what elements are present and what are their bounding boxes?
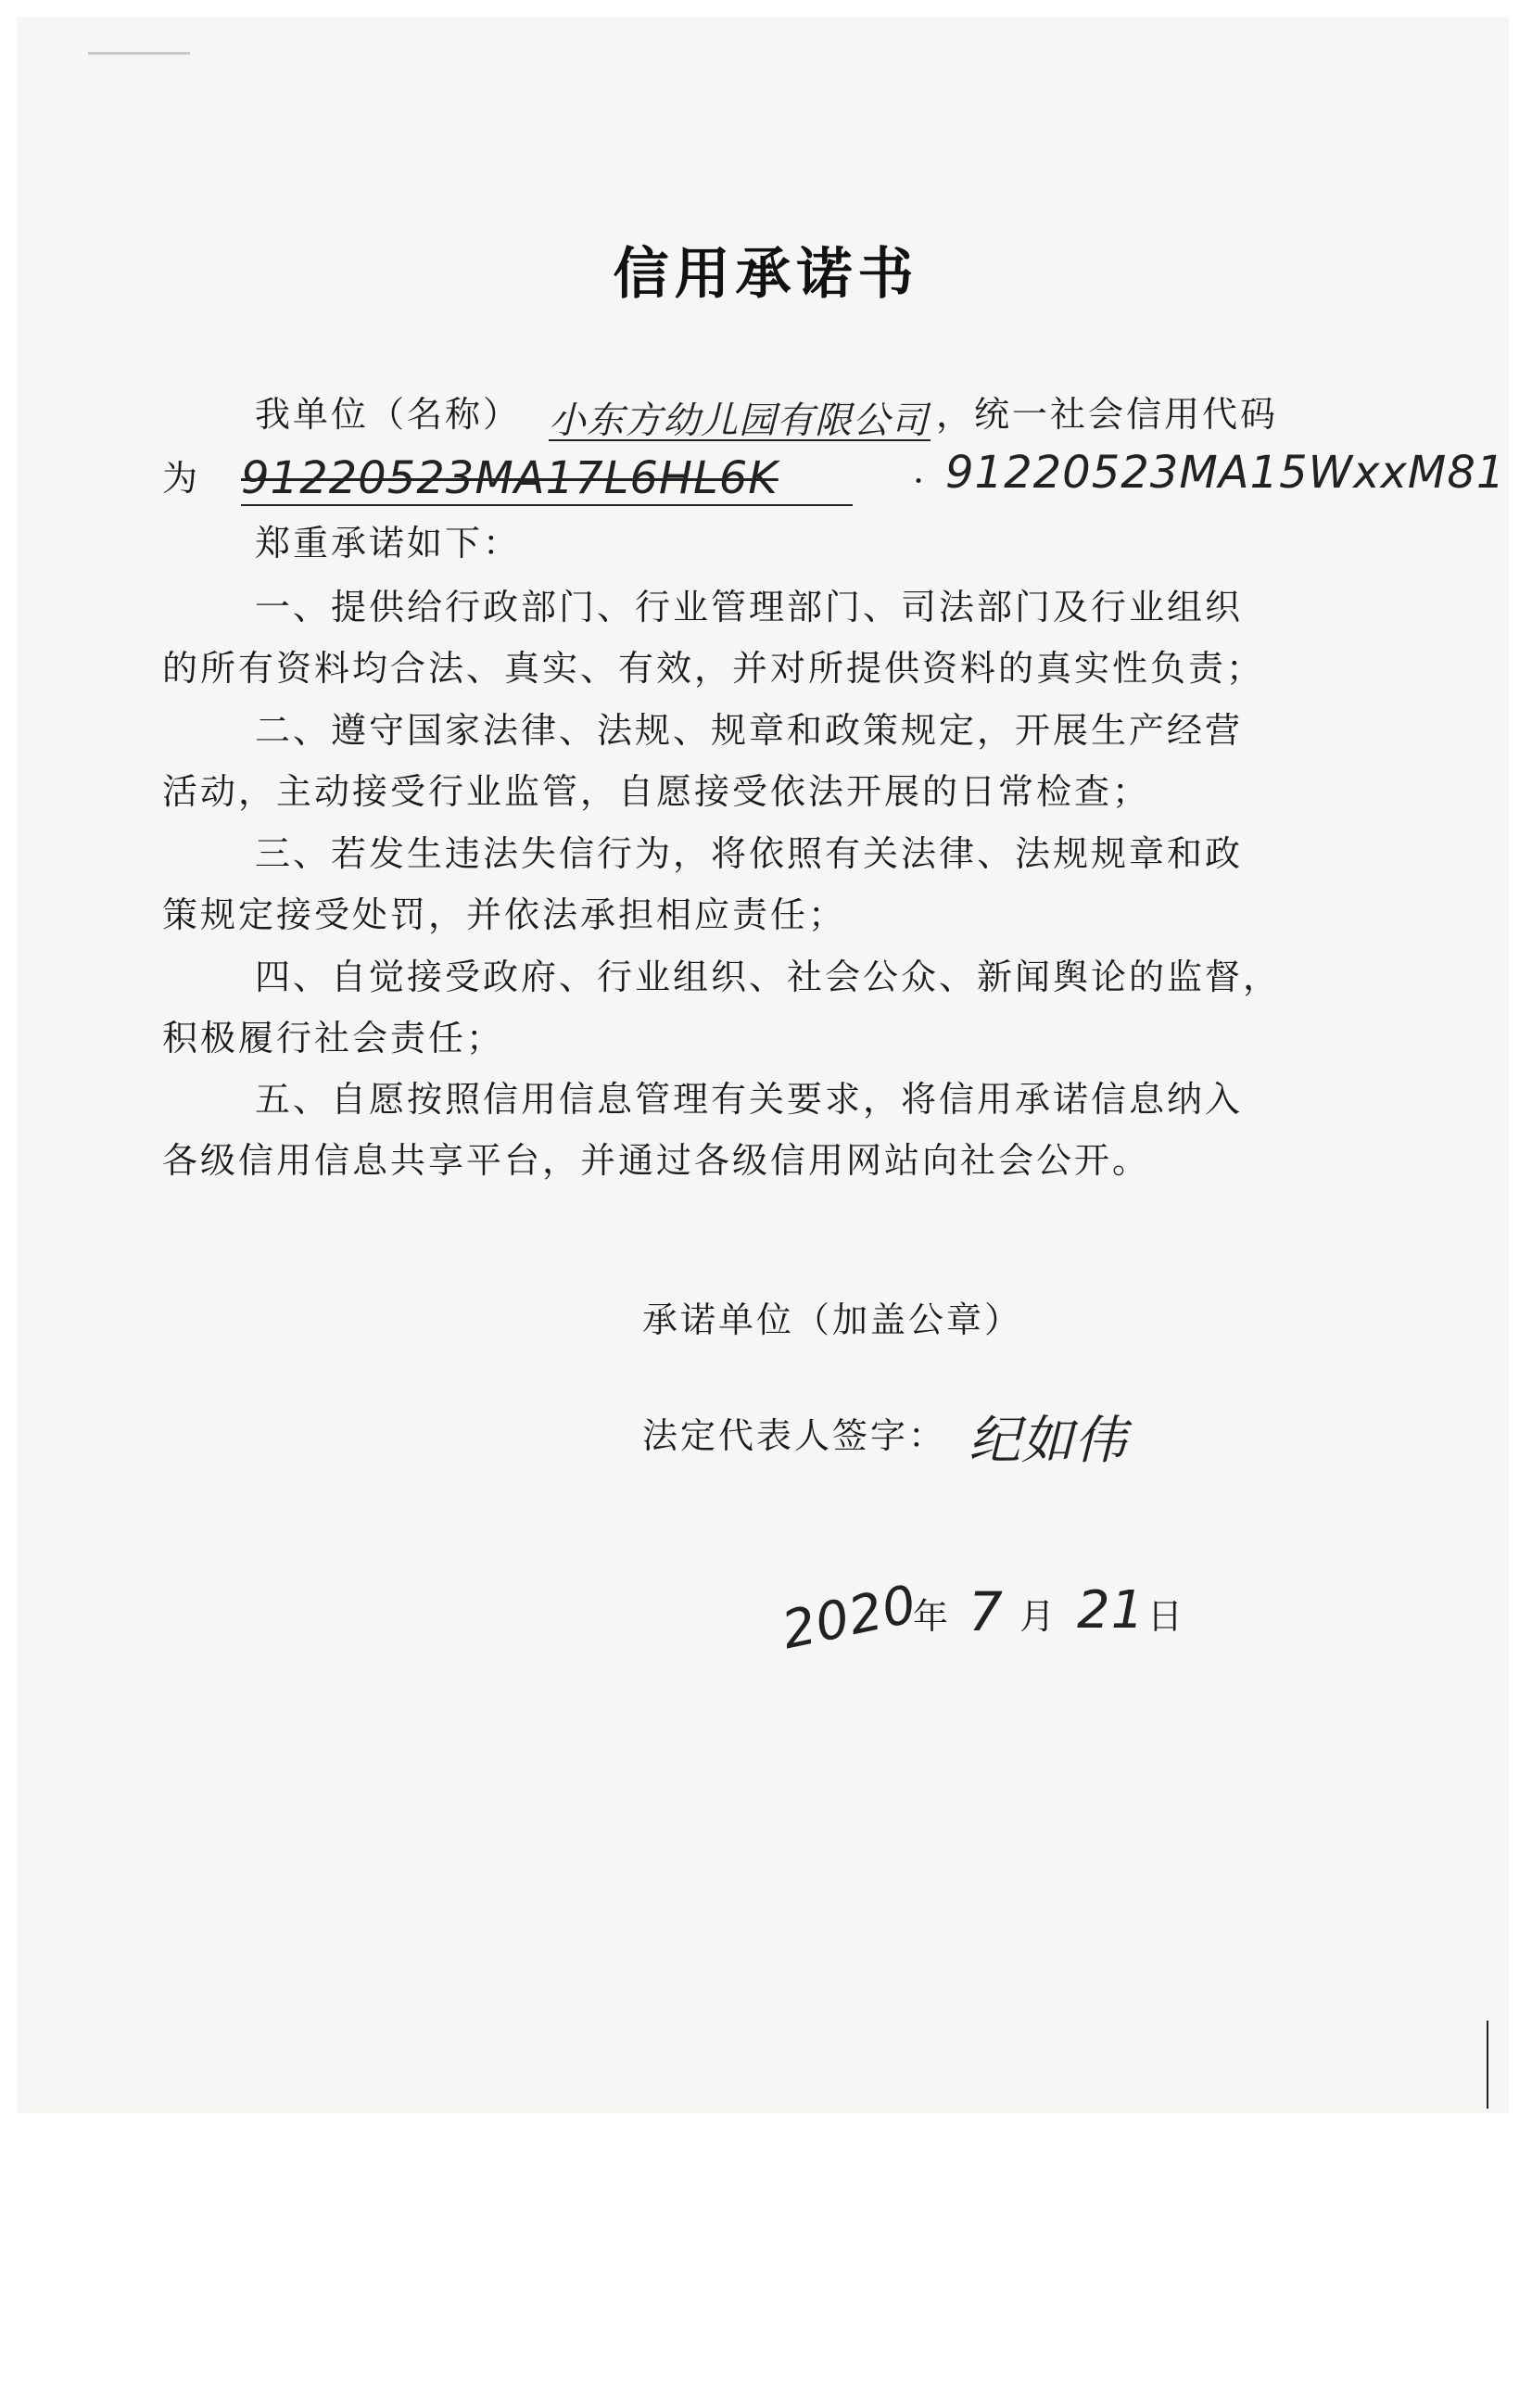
scan-artifact: [88, 52, 190, 55]
commitment-3-line2: 策规定接受处罚，并依法承担相应责任；: [162, 894, 847, 935]
commitment-2-line2: 活动，主动接受行业监管，自愿接受依法开展的日常检查；: [162, 771, 1151, 812]
date-month-char: 月: [1019, 1596, 1058, 1637]
commitment-1-line2: 的所有资料均合法、真实、有效，并对所提供资料的真实性负责；: [162, 648, 1265, 689]
date-day-char: 日: [1147, 1596, 1186, 1637]
intro-suffix: ，统一社会信用代码: [936, 394, 1279, 435]
edge-artifact: [1487, 2021, 1488, 2109]
date-day-handwritten: 21: [1077, 1580, 1146, 1641]
date-year-char: 年: [913, 1596, 952, 1637]
legal-rep-signature: 纪如伟: [969, 1411, 1127, 1471]
commitment-1-line1: 一、提供给行政部门、行业管理部门、司法部门及行业组织: [255, 587, 1244, 627]
commitment-5-line1: 五、自愿按照信用信息管理有关要求，将信用承诺信息纳入: [255, 1079, 1244, 1120]
document-title: 信用承诺书: [613, 242, 919, 307]
intro-prefix: 我单位（名称）: [255, 394, 522, 435]
date-month-handwritten: 7: [969, 1580, 1004, 1643]
date-year-handwritten: 2020: [777, 1574, 923, 1662]
committing-unit-label: 承诺单位（加盖公章）: [642, 1299, 1023, 1340]
commitment-2-line1: 二、遵守国家法律、法规、规章和政策规定，开展生产经营: [255, 710, 1244, 751]
commitment-3-line1: 三、若发生违法失信行为，将依照有关法律、法规规章和政: [255, 833, 1244, 874]
commitment-4-line2: 积极履行社会责任；: [162, 1018, 505, 1058]
legal-rep-label: 法定代表人签字：: [642, 1415, 947, 1456]
commitment-5-line2: 各级信用信息共享平台，并通过各级信用网站向社会公开。: [162, 1140, 1151, 1181]
commitment-4-line1: 四、自觉接受政府、行业组织、社会公众、新闻舆论的监督，: [255, 957, 1282, 997]
code-separator: ·: [913, 461, 928, 501]
company-name-handwritten: 小东方幼儿园有限公司: [549, 391, 931, 441]
intro-line2-prefix: 为: [162, 458, 201, 499]
opening-statement: 郑重承诺如下：: [255, 523, 522, 564]
old-credit-code-struck: 91220523MA17L6HL6K: [241, 452, 853, 506]
scanned-page: [17, 17, 1509, 2113]
new-credit-code-handwritten: 91220523MA15WxxM81: [945, 447, 1506, 499]
